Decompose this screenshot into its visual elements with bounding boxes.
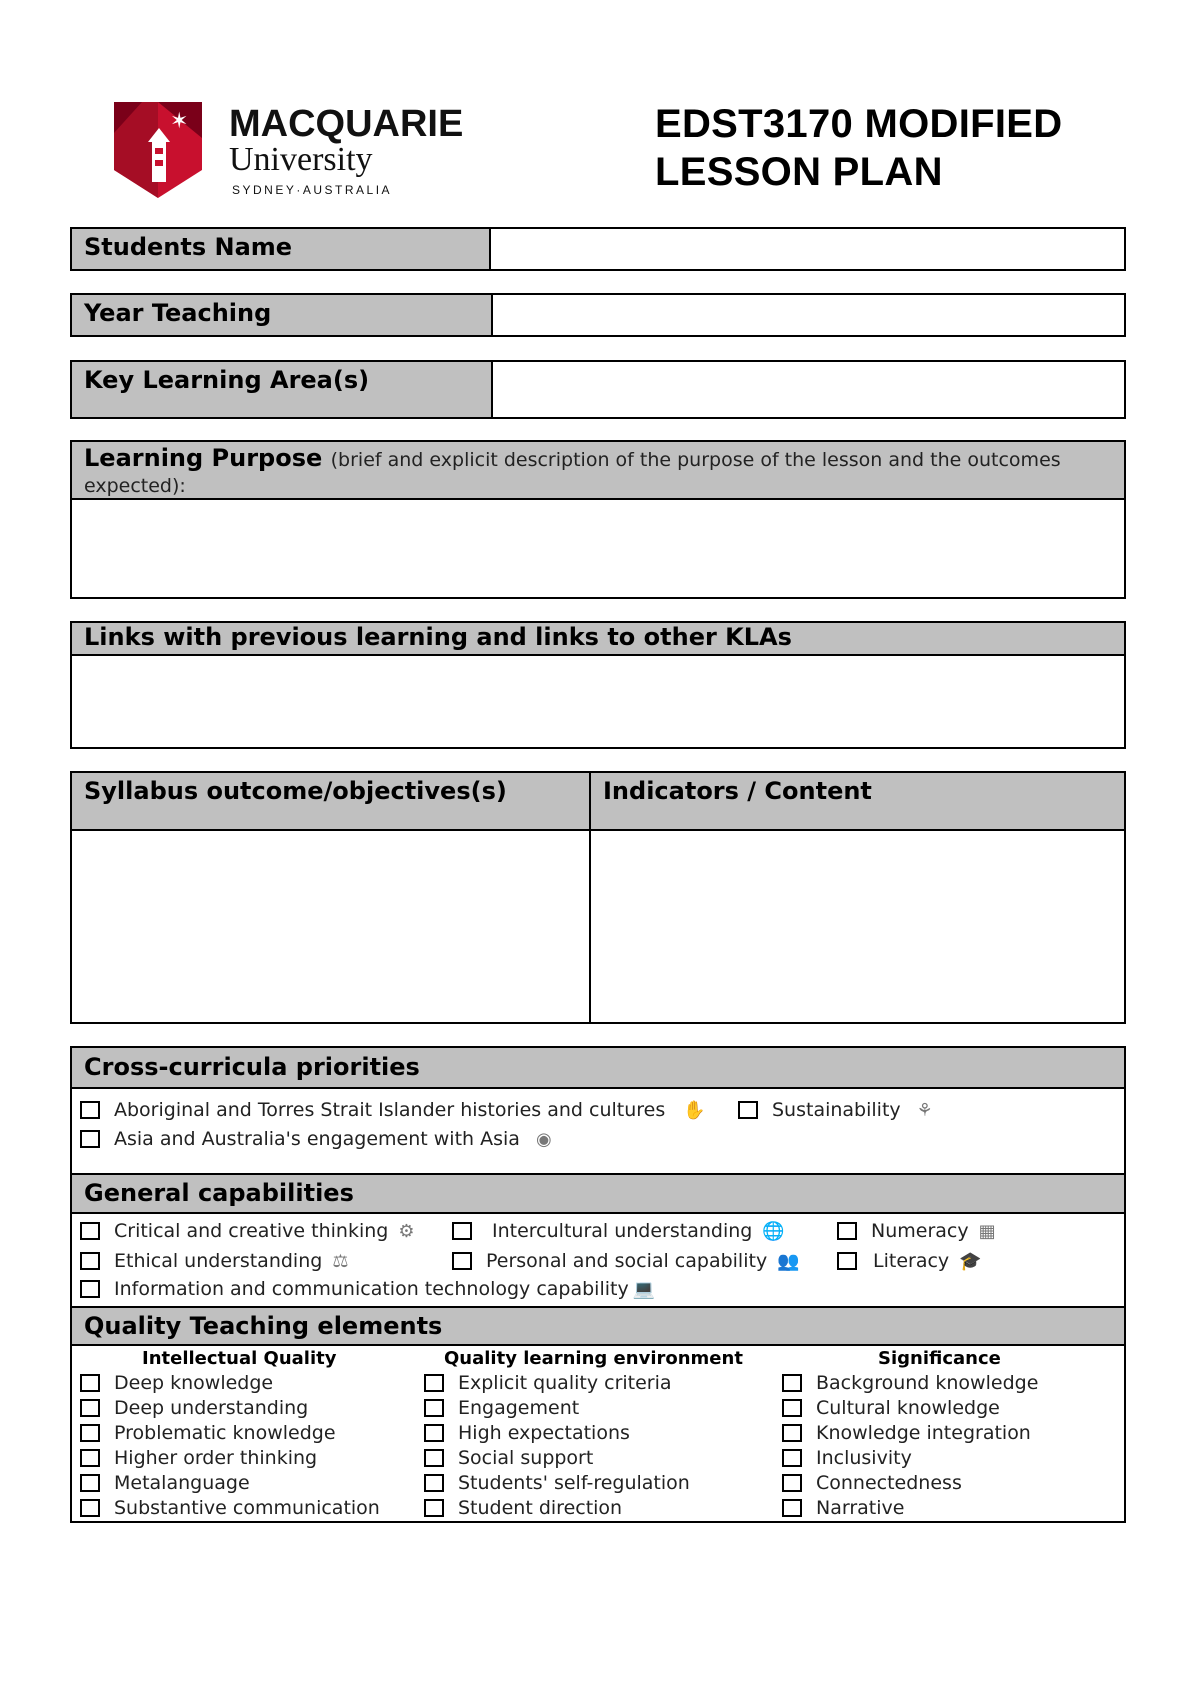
hand-icon: ✋ bbox=[683, 1099, 706, 1121]
qt-item[interactable] bbox=[424, 1422, 630, 1444]
document-title bbox=[655, 100, 1125, 196]
qt-item-label: Knowledge integration bbox=[816, 1422, 1031, 1444]
students-name-row bbox=[70, 227, 1126, 271]
qt-item-label: Background knowledge bbox=[816, 1372, 1039, 1394]
capability-ethical[interactable] bbox=[80, 1250, 348, 1272]
qt-item-label: Deep understanding bbox=[114, 1397, 309, 1419]
kla-label: Key Learning Area(s) bbox=[72, 362, 493, 417]
capability-label: Personal and social capability bbox=[486, 1250, 768, 1272]
year-teaching-field[interactable] bbox=[493, 295, 1124, 335]
asia-icon: ◉ bbox=[535, 1128, 552, 1150]
svg-text:✶: ✶ bbox=[170, 109, 189, 134]
indicators-content-field[interactable] bbox=[591, 831, 1124, 1024]
qt-item[interactable] bbox=[782, 1447, 912, 1469]
checkbox[interactable] bbox=[782, 1424, 802, 1442]
qt-item[interactable] bbox=[782, 1397, 1000, 1419]
capability-intercultural[interactable] bbox=[452, 1220, 785, 1242]
learning-purpose-header bbox=[72, 442, 1124, 500]
cross-item-label: Sustainability bbox=[772, 1099, 901, 1121]
qt-item[interactable] bbox=[782, 1472, 962, 1494]
checkbox[interactable] bbox=[837, 1252, 857, 1270]
checkbox[interactable] bbox=[80, 1449, 100, 1467]
capability-literacy[interactable] bbox=[837, 1250, 982, 1272]
checkbox[interactable] bbox=[782, 1499, 802, 1517]
qt-item[interactable] bbox=[80, 1497, 380, 1519]
learning-purpose-field[interactable] bbox=[72, 500, 1124, 597]
checkbox[interactable] bbox=[452, 1222, 472, 1240]
checkbox[interactable] bbox=[80, 1499, 100, 1517]
capability-label: Numeracy bbox=[871, 1220, 969, 1242]
qt-item-label: Substantive communication bbox=[114, 1497, 380, 1519]
qt-item[interactable] bbox=[424, 1397, 579, 1419]
qt-item-label: Inclusivity bbox=[816, 1447, 912, 1469]
qt-item-label: High expectations bbox=[458, 1422, 630, 1444]
qt-item[interactable] bbox=[80, 1447, 317, 1469]
checkbox[interactable] bbox=[80, 1280, 100, 1298]
logo-sub: University bbox=[229, 141, 373, 178]
syllabus-section bbox=[70, 771, 1126, 1024]
qt-item-label: Narrative bbox=[816, 1497, 905, 1519]
checkbox[interactable] bbox=[424, 1499, 444, 1517]
quality-teaching-body bbox=[72, 1346, 1124, 1522]
graduation-icon: 🎓 bbox=[959, 1250, 982, 1272]
university-logo bbox=[112, 98, 472, 204]
qt-item[interactable] bbox=[782, 1422, 1031, 1444]
syllabus-col1-title: Syllabus outcome/objectives(s) bbox=[72, 773, 591, 829]
syllabus-outcomes-field[interactable] bbox=[72, 831, 591, 1024]
qt-item-label: Explicit quality criteria bbox=[458, 1372, 672, 1394]
quality-teaching-header: Quality Teaching elements bbox=[72, 1306, 1124, 1346]
checkbox[interactable] bbox=[80, 1252, 100, 1270]
capability-personal-social[interactable] bbox=[452, 1250, 800, 1272]
checkbox[interactable] bbox=[424, 1449, 444, 1467]
gears-icon: ⚙ bbox=[398, 1220, 415, 1242]
checkbox[interactable] bbox=[424, 1474, 444, 1492]
syllabus-body bbox=[72, 831, 1124, 1024]
links-section bbox=[70, 621, 1126, 749]
title-line-2: LESSON PLAN bbox=[655, 150, 943, 194]
general-capabilities-body bbox=[72, 1214, 1124, 1306]
qt-item[interactable] bbox=[424, 1472, 690, 1494]
laptop-icon: 💻 bbox=[632, 1278, 656, 1300]
cross-curricula-header: Cross-curricula priorities bbox=[72, 1048, 1124, 1089]
kla-row bbox=[70, 360, 1126, 419]
links-header: Links with previous learning and links to other KLAs bbox=[72, 623, 1124, 656]
checkbox[interactable] bbox=[424, 1424, 444, 1442]
checkbox[interactable] bbox=[782, 1374, 802, 1392]
students-name-label: Students Name bbox=[72, 229, 491, 269]
capability-label: Intercultural understanding bbox=[492, 1220, 753, 1242]
qt-item-label: Cultural knowledge bbox=[816, 1397, 1000, 1419]
capability-label: Literacy bbox=[873, 1250, 950, 1272]
qt-item-label: Engagement bbox=[458, 1397, 580, 1419]
capability-label: Information and communication technology capability bbox=[114, 1278, 629, 1300]
capability-ict[interactable] bbox=[80, 1278, 655, 1300]
macquarie-logo-icon bbox=[112, 98, 472, 204]
qt-item[interactable] bbox=[80, 1472, 250, 1494]
qt-item[interactable] bbox=[424, 1372, 672, 1394]
checkbox[interactable] bbox=[782, 1449, 802, 1467]
checkbox[interactable] bbox=[782, 1474, 802, 1492]
learning-purpose-description: (brief and explicit description of the purpose of the lesson and the outcomes expected): bbox=[84, 449, 1061, 497]
capability-label: Critical and creative thinking bbox=[114, 1220, 389, 1242]
checkbox[interactable] bbox=[80, 1399, 100, 1417]
kla-field[interactable] bbox=[493, 362, 1124, 417]
logo-place: SYDNEY·AUSTRALIA bbox=[232, 183, 393, 197]
checkbox[interactable] bbox=[80, 1222, 100, 1240]
qt-item[interactable] bbox=[80, 1372, 273, 1394]
cross-curricula-body bbox=[72, 1089, 1124, 1175]
cross-item-sustainability[interactable] bbox=[738, 1099, 933, 1121]
general-capabilities-header: General capabilities bbox=[72, 1175, 1124, 1214]
cross-item-label: Asia and Australia's engagement with Asia bbox=[114, 1128, 520, 1150]
learning-purpose-title: Learning Purpose bbox=[84, 444, 323, 472]
qt-item-label: Students' self-regulation bbox=[458, 1472, 690, 1494]
checkbox[interactable] bbox=[80, 1424, 100, 1442]
links-field[interactable] bbox=[72, 656, 1124, 747]
year-teaching-label: Year Teaching bbox=[72, 295, 493, 335]
year-teaching-row bbox=[70, 293, 1126, 337]
qt-item[interactable] bbox=[782, 1372, 1038, 1394]
title-line-1: EDST3170 MODIFIED bbox=[655, 102, 1063, 146]
capability-label: Ethical understanding bbox=[114, 1250, 323, 1272]
qt-item-label: Problematic knowledge bbox=[114, 1422, 336, 1444]
people-icon: 👥 bbox=[777, 1250, 800, 1272]
qt-col-significance-title: Significance bbox=[878, 1348, 1001, 1369]
qt-col-intellectual-title: Intellectual Quality bbox=[142, 1348, 337, 1369]
qt-item[interactable] bbox=[424, 1497, 622, 1519]
checkbox[interactable] bbox=[80, 1374, 100, 1392]
checkbox[interactable] bbox=[738, 1101, 758, 1119]
qt-item-label: Higher order thinking bbox=[114, 1447, 318, 1469]
globe-icon: 🌐 bbox=[762, 1220, 785, 1242]
cross-item-label: Aboriginal and Torres Strait Islander histories and cultures bbox=[114, 1099, 666, 1121]
checkbox[interactable] bbox=[80, 1474, 100, 1492]
checkbox[interactable] bbox=[80, 1130, 100, 1148]
cross-item-asia[interactable] bbox=[80, 1128, 552, 1150]
capability-numeracy[interactable] bbox=[837, 1220, 996, 1242]
logo-name: MACQUARIE bbox=[229, 103, 464, 145]
calculator-icon: ▦ bbox=[978, 1220, 996, 1242]
syllabus-col2-title: Indicators / Content bbox=[603, 777, 872, 805]
qt-item-label: Connectedness bbox=[816, 1472, 962, 1494]
qt-item[interactable] bbox=[80, 1397, 308, 1419]
qt-col-environment-title: Quality learning environment bbox=[444, 1348, 743, 1369]
learning-purpose-section bbox=[70, 440, 1126, 599]
qt-item[interactable] bbox=[80, 1422, 336, 1444]
syllabus-header bbox=[72, 773, 1124, 831]
checkbox[interactable] bbox=[80, 1101, 100, 1119]
capability-critical-thinking[interactable] bbox=[80, 1220, 415, 1242]
qt-item-label: Social support bbox=[458, 1447, 594, 1469]
scales-icon: ⚖ bbox=[332, 1250, 349, 1272]
qt-item-label: Student direction bbox=[458, 1497, 623, 1519]
checkbox[interactable] bbox=[424, 1399, 444, 1417]
checkbox[interactable] bbox=[837, 1222, 857, 1240]
checkbox[interactable] bbox=[782, 1399, 802, 1417]
plant-icon: ⚘ bbox=[916, 1099, 933, 1121]
students-name-field[interactable] bbox=[491, 229, 1124, 269]
cross-item-aboriginal[interactable] bbox=[80, 1099, 706, 1121]
qt-item[interactable] bbox=[424, 1447, 593, 1469]
qt-item-label: Deep knowledge bbox=[114, 1372, 274, 1394]
checkbox[interactable] bbox=[424, 1374, 444, 1392]
priorities-section bbox=[70, 1046, 1126, 1523]
qt-item[interactable] bbox=[782, 1497, 904, 1519]
qt-item-label: Metalanguage bbox=[114, 1472, 250, 1494]
checkbox[interactable] bbox=[452, 1252, 472, 1270]
